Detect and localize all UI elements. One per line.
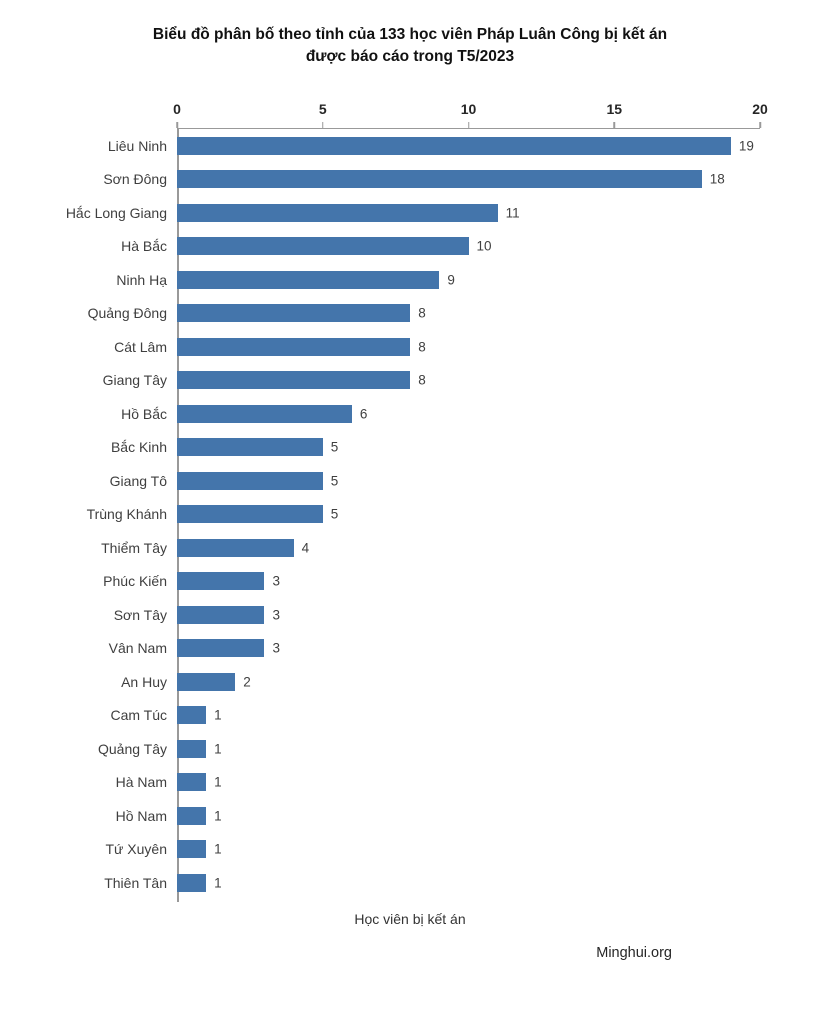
bar-area	[177, 196, 760, 230]
value-label: 1	[214, 841, 222, 857]
bar-area	[177, 698, 760, 732]
value-label: 19	[738, 138, 754, 154]
chart-row	[10, 229, 760, 263]
chart-row	[10, 531, 760, 565]
bar	[177, 304, 410, 322]
value-label: 1	[214, 774, 222, 790]
bar-area	[177, 330, 760, 364]
bar-area	[177, 430, 760, 464]
axis-tick-label: 0	[173, 100, 181, 117]
category-label: Thiên Tân	[104, 874, 167, 891]
axis-tick-label: 5	[318, 100, 327, 117]
value-label: 3	[272, 573, 280, 589]
value-label: 8	[418, 372, 426, 388]
bar	[177, 237, 469, 255]
chart-row	[10, 665, 760, 699]
value-label: 8	[418, 305, 426, 321]
bar-area	[177, 229, 760, 263]
x-axis-label: Học viên bị kết án	[354, 911, 466, 928]
value-label: 18	[709, 171, 725, 187]
axis-tick-label: 20	[752, 100, 768, 117]
bar	[177, 706, 206, 724]
bar-area	[177, 765, 760, 799]
axis-tick-label: 15	[606, 100, 623, 117]
bar-area	[177, 866, 760, 900]
source-label: Minghui.org	[596, 945, 672, 962]
axis-tick-mark	[468, 122, 470, 128]
value-label: 1	[214, 741, 222, 757]
chart-row	[10, 799, 760, 833]
bar-area	[177, 564, 760, 598]
chart-row	[10, 598, 760, 632]
axis-tick-mark	[759, 122, 761, 128]
chart-row	[10, 363, 760, 397]
axis-tick-mark	[322, 122, 324, 128]
value-label: 9	[447, 272, 455, 288]
bar-area	[177, 296, 760, 330]
bar-area	[177, 464, 760, 498]
bar	[177, 371, 410, 389]
chart-row	[10, 263, 760, 297]
bar	[177, 639, 264, 657]
axis-spacer	[10, 95, 177, 129]
category-label: Ninh Hạ	[116, 271, 167, 288]
bar-chart	[10, 95, 768, 900]
chart-row	[10, 732, 760, 766]
chart-row	[10, 866, 760, 900]
bar	[177, 472, 323, 490]
category-label: Hồ Bắc	[121, 405, 167, 422]
bar-area	[177, 665, 760, 699]
bar	[177, 271, 439, 289]
value-label: 6	[359, 406, 368, 422]
value-label: 3	[272, 640, 280, 656]
bar-area	[177, 129, 760, 163]
category-label: Vân Nam	[108, 640, 167, 657]
bar	[177, 572, 264, 590]
bar	[177, 338, 410, 356]
chart-row	[10, 497, 760, 531]
value-label: 5	[330, 473, 339, 489]
value-label: 1	[214, 875, 222, 891]
bar	[177, 137, 731, 155]
value-label: 4	[301, 540, 310, 556]
axis-tick-label: 10	[460, 100, 477, 117]
category-label: Giang Tô	[109, 472, 167, 489]
chart-row	[10, 832, 760, 866]
bar	[177, 405, 352, 423]
chart-row	[10, 162, 760, 196]
bar	[177, 170, 702, 188]
bar	[177, 606, 264, 624]
category-label: Sơn Đông	[103, 171, 167, 188]
chart-row	[10, 464, 760, 498]
category-label: Bắc Kinh	[110, 439, 167, 456]
value-label: 1	[214, 707, 222, 723]
category-label: Sơn Tây	[113, 606, 167, 623]
bar-area	[177, 263, 760, 297]
value-label: 5	[330, 506, 339, 522]
chart-row	[10, 631, 760, 665]
bar-area	[177, 598, 760, 632]
category-label: Tứ Xuyên	[105, 841, 167, 858]
chart-row	[10, 564, 760, 598]
bar-area	[177, 497, 760, 531]
axis-tick-mark	[614, 122, 616, 128]
category-label: Trùng Khánh	[86, 506, 167, 523]
category-label: Phúc Kiến	[103, 573, 167, 590]
category-label: An Huy	[121, 673, 167, 690]
value-label: 2	[243, 674, 251, 690]
bar	[177, 807, 206, 825]
chart-row	[10, 765, 760, 799]
bar-area	[177, 363, 760, 397]
bar-area	[177, 832, 760, 866]
chart-row	[10, 397, 760, 431]
category-label: Thiểm Tây	[101, 539, 167, 556]
bar-area	[177, 631, 760, 665]
bar	[177, 740, 206, 758]
bar-area	[177, 799, 760, 833]
chart-title-line1: Biểu đồ phân bố theo tỉnh của 133 học viên Pháp Luân Công bị kết án	[152, 26, 668, 43]
chart-row	[10, 698, 760, 732]
value-label: 3	[272, 607, 280, 623]
category-label: Hắc Long Giang	[65, 204, 167, 221]
chart-row	[10, 430, 760, 464]
bar-area	[177, 162, 760, 196]
bar	[177, 539, 294, 557]
chart-row	[10, 196, 760, 230]
chart-row	[10, 330, 760, 364]
value-label: 10	[476, 238, 492, 254]
bar	[177, 874, 206, 892]
bar-area	[177, 531, 760, 565]
bar	[177, 438, 323, 456]
category-label: Quảng Đông	[87, 305, 167, 322]
category-label: Hồ Nam	[115, 807, 167, 824]
bar-area	[177, 397, 760, 431]
category-label: Cam Túc	[110, 707, 167, 724]
category-label: Giang Tây	[102, 372, 167, 389]
x-axis-area	[173, 95, 768, 129]
value-label: 11	[505, 205, 520, 221]
chart-title-line2: được báo cáo trong T5/2023	[305, 48, 515, 66]
category-label: Quảng Tây	[97, 740, 167, 757]
bar	[177, 773, 206, 791]
category-label: Cát Lâm	[114, 338, 167, 355]
chart-row	[10, 129, 760, 163]
x-axis	[10, 95, 768, 129]
category-label: Hà Nam	[115, 774, 167, 791]
value-label: 8	[418, 339, 426, 355]
value-label: 5	[330, 439, 339, 455]
category-label: Liêu Ninh	[107, 137, 167, 154]
bar	[177, 505, 323, 523]
value-label: 1	[214, 808, 222, 824]
chart-title	[90, 24, 730, 69]
category-label: Hà Bắc	[121, 238, 167, 255]
chart-rows	[10, 129, 760, 900]
bar	[177, 204, 498, 222]
bar	[177, 840, 206, 858]
bar-area	[177, 732, 760, 766]
bar	[177, 673, 235, 691]
chart-row	[10, 296, 760, 330]
